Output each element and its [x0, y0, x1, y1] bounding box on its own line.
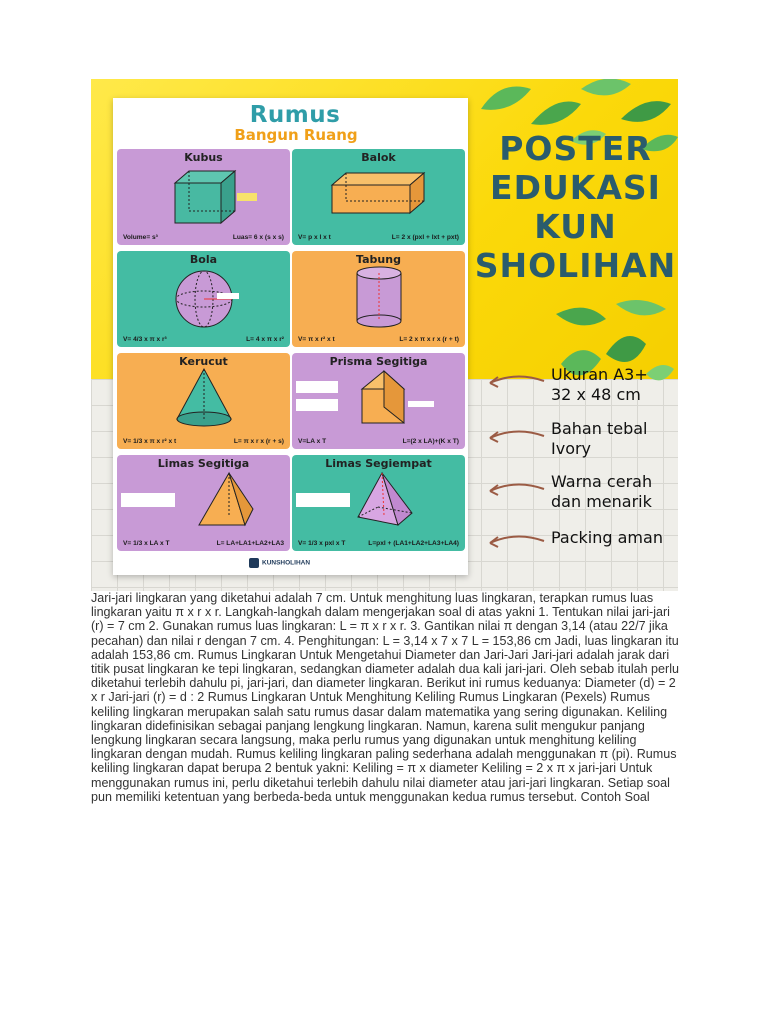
formula-volume: V= π x r² x t — [298, 336, 335, 343]
cuboid-icon — [292, 163, 465, 227]
formula-area: L=pxl + (LA1+LA2+LA3+LA4) — [368, 540, 459, 547]
card-tabung — [292, 251, 465, 347]
sheet-subtitle: Bangun Ruang — [234, 126, 358, 144]
card-name: Limas Segitiga — [157, 457, 250, 470]
card-name: Limas Segiempat — [325, 457, 432, 470]
card-name: Tabung — [356, 253, 401, 266]
card-name: Bola — [189, 253, 218, 266]
card-bola — [117, 251, 290, 347]
curved-arrow-icon — [486, 371, 546, 391]
square-pyramid-icon — [292, 469, 465, 533]
formula-volume: V= 4/3 x π x r³ — [123, 336, 167, 343]
card-name: Kerucut — [179, 355, 228, 368]
formula-area: L= 2 x π x r x (r + t) — [399, 336, 459, 343]
feature-packing: Packing aman — [551, 528, 663, 547]
formula-area: L= LA+LA1+LA2+LA3 — [216, 540, 284, 547]
curved-arrow-icon — [486, 426, 546, 446]
formula-volume: V= 1/3 x π x r² x t — [123, 438, 177, 445]
formula-area: L=(2 x LA)+(K x T) — [402, 438, 459, 445]
card-prisma-segitiga — [292, 353, 465, 449]
card-kubus — [117, 149, 290, 245]
brand-logo-icon — [249, 558, 259, 568]
cone-icon — [117, 367, 290, 431]
headline-line: KUN — [534, 207, 617, 246]
formula-volume: V= 1/3 x pxl x T — [298, 540, 346, 547]
poster-image — [91, 79, 678, 591]
feature-material: Bahan tebal Ivory — [551, 419, 648, 458]
formula-volume: V=LA x T — [298, 438, 327, 445]
card-kerucut — [117, 353, 290, 449]
feature-color: Warna cerah dan menarik — [551, 472, 653, 511]
card-balok — [292, 149, 465, 245]
formula-area: L= 4 x π x r² — [246, 336, 284, 343]
sphere-icon — [117, 265, 290, 329]
card-name: Prisma Segitiga — [329, 355, 428, 368]
card-name: Kubus — [184, 151, 223, 164]
headline-line: EDUKASI — [490, 168, 661, 207]
feature-size: Ukuran A3+ 32 x 48 cm — [551, 365, 648, 404]
poster-headline — [473, 129, 678, 285]
triangular-pyramid-icon — [117, 469, 290, 533]
curved-arrow-icon — [486, 531, 546, 551]
card-name: Balok — [361, 151, 396, 164]
formula-volume: Volume= s³ — [123, 234, 158, 241]
brand-logo — [249, 558, 339, 572]
card-limas-segitiga — [117, 455, 290, 551]
formula-area: L= π x r x (r + s) — [233, 438, 284, 445]
formula-area: L= 2 x (pxl + lxt + pxt) — [391, 234, 459, 241]
formula-sheet — [113, 98, 468, 575]
cylinder-icon — [292, 265, 465, 329]
headline-line: POSTER — [499, 129, 652, 168]
cube-icon — [117, 163, 290, 227]
card-limas-segiempat — [292, 455, 465, 551]
sheet-title: Rumus — [249, 102, 341, 128]
formula-volume: V= 1/3 x LA x T — [123, 540, 170, 547]
brand-name: KUNSHOLIHAN — [262, 559, 311, 567]
triangular-prism-icon — [292, 367, 465, 431]
formula-area: Luas= 6 x (s x s) — [232, 234, 284, 241]
curved-arrow-icon — [486, 479, 546, 499]
headline-line: SHOLIHAN — [474, 246, 677, 285]
formula-volume: V= p x l x t — [298, 234, 331, 241]
article-text: Jari-jari lingkaran yang diketahui adalah 7 cm. Untuk menghitung luas lingkaran, terapkan rumus luas lingkaran yaitu π x r x r. Langkah-langkah dalam mengerjakan soal di atas yakni 1. Tentukan nilai jari-jari (r) = 7 cm 2. Gunakan rumus luas lingkaran: L = π x r x r. 3. Gantikan nilai π dengan 3,14 (atau 22/7 jika pecahan) dan nilai r dengan 7 cm. 4. Penghitungan: L = 3,14 x 7 x 7 L = 153,86 cm Jadi, luas lingkaran itu adalah 153,86 cm. Rumus Lingkaran Untuk Mengetahui Diameter dan Jari-Jari Jari-jari adalah jarak dari titik pusat lingkaran ke tepi lingkaran, sedangkan diameter adalah dua kali jari-jari. Oleh sebab itulah perlu diketahui terlebih dahulu pi, jari-jari, dan diameter lingkaran. Berikut ini rumus keduanya: Diameter (d) = 2 x r Jari-jari (r) = d : 2 Rumus Lingkaran Untuk Menghitung Keliling Rumus Lingkaran (Pexels) Rumus keliling lingkaran merupakan salah satu rumus dasar dalam matematika yang sering digunakan. Keliling lingkaran didefinisikan sebagai panjang lengkung lingkaran. Namun, karena sulit mengukur panjang lengkung lingkaran secara langsung, maka perlu rumus yang digunakan untuk menghitung keliling lingkaran dengan mudah. Rumus keliling lingkaran paling sederhana adalah menggunakan π (pi). Rumus keliling lingkaran dapat berupa 2 bentuk yakni: Keliling = π x diameter Keliling = 2 x π x jari-jari Untuk menggunakan rumus ini, perlu diketahui terlebih dahulu nilai diameter atau jari-jari lingkaran. Setiap soal pun memiliki ketentuan yang berbeda-beda untuk menggunakan kedua rumus tersebut. Contoh Soal — [91, 591, 679, 804]
